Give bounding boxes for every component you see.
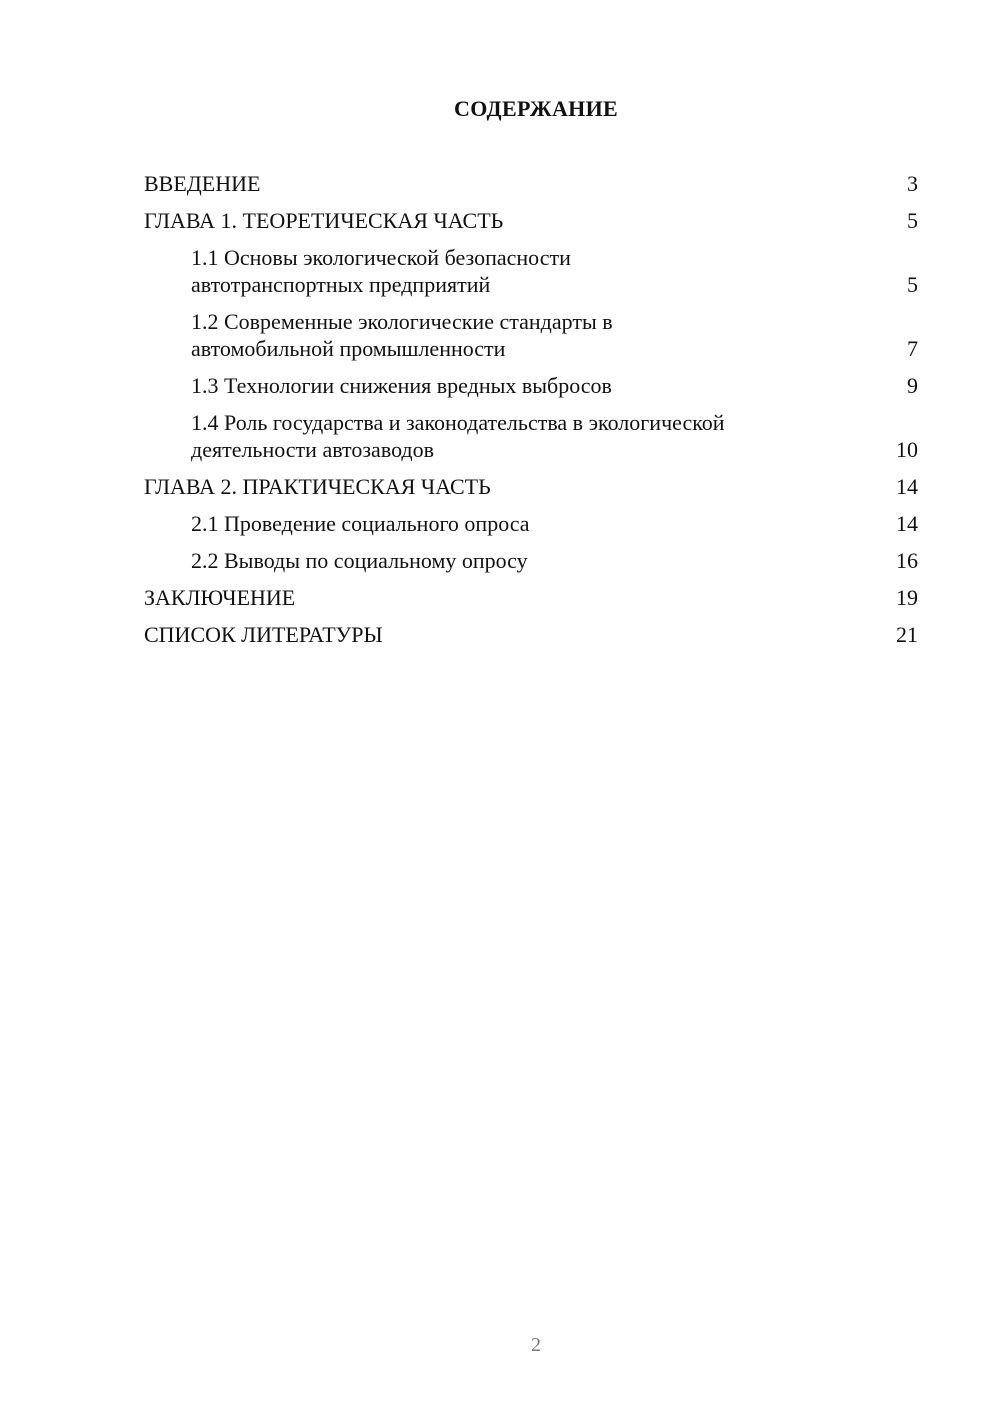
toc-entry-label: 1.4 Роль государства и законодательства в экологической деятельности автозаводов xyxy=(191,410,725,462)
toc-entry-page: 16 xyxy=(896,548,918,573)
toc-entry-page: 14 xyxy=(896,511,918,536)
toc-entry-page: 9 xyxy=(907,373,918,398)
toc-entry-page: 19 xyxy=(896,585,918,610)
toc-entry-label: ГЛАВА 2. ПРАКТИЧЕСКАЯ ЧАСТЬ xyxy=(144,474,491,499)
toc-entry xyxy=(144,547,918,574)
toc-entry xyxy=(144,170,918,197)
page-number: 2 xyxy=(531,1334,541,1356)
toc-entry-page: 10 xyxy=(896,437,918,462)
toc-entry xyxy=(144,308,918,362)
toc-entry-label: 1.3 Технологии снижения вредных выбросов xyxy=(191,373,612,398)
toc-entry-page: 5 xyxy=(907,208,918,233)
toc-title: СОДЕРЖАНИЕ xyxy=(454,96,618,121)
toc-entry-label: СПИСОК ЛИТЕРАТУРЫ xyxy=(144,622,383,647)
toc-entry-label: 1.1 Основы экологической безопасности автотранспортных предприятий xyxy=(191,245,571,297)
toc-entry xyxy=(144,372,918,399)
toc-entry-label: 2.1 Проведение социального опроса xyxy=(191,511,530,536)
toc-entry xyxy=(144,584,918,611)
toc-entry-label: 2.2 Выводы по социальному опросу xyxy=(191,548,528,573)
toc-entry xyxy=(144,244,918,298)
toc-entry-page: 5 xyxy=(907,272,918,297)
table-of-contents xyxy=(144,170,918,658)
toc-entry-label: ЗАКЛЮЧЕНИЕ xyxy=(144,585,296,610)
toc-entry-page: 21 xyxy=(896,622,918,647)
toc-entry xyxy=(144,409,918,463)
toc-entry-label: 1.2 Современные экологические стандарты в автомобильной промышленности xyxy=(191,309,613,361)
toc-entry-page: 7 xyxy=(907,336,918,361)
toc-entry-label: ГЛАВА 1. ТЕОРЕТИЧЕСКАЯ ЧАСТЬ xyxy=(144,208,504,233)
toc-entry-label: ВВЕДЕНИЕ xyxy=(144,171,261,196)
toc-entry xyxy=(144,207,918,234)
toc-entry xyxy=(144,473,918,500)
toc-entry-page: 3 xyxy=(907,171,918,196)
toc-entry xyxy=(144,510,918,537)
toc-entry-page: 14 xyxy=(896,474,918,499)
toc-entry xyxy=(144,621,918,648)
